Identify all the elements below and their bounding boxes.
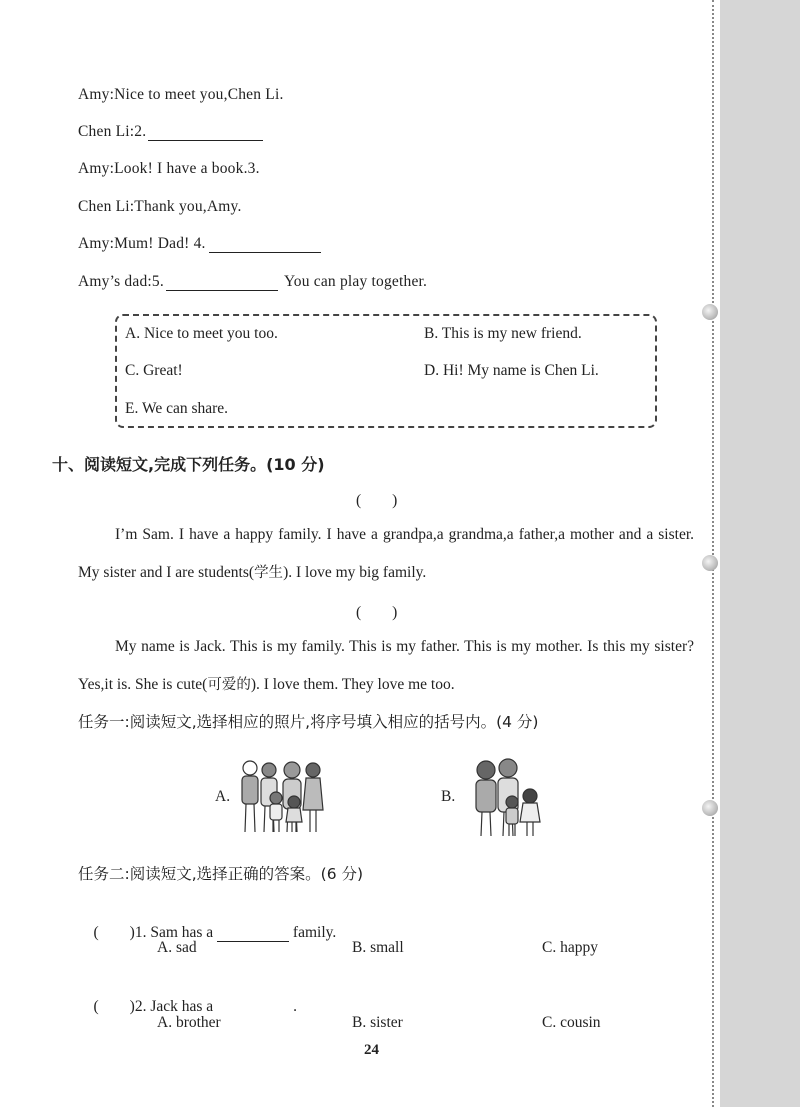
passage-2 <box>78 628 694 704</box>
option-e: E. We can share. <box>125 400 229 417</box>
answer-blank-2[interactable] <box>148 125 263 141</box>
option-a: A. Nice to meet you too. <box>125 325 278 342</box>
dialogue-line-5-text: Amy:Mum! Dad! 4. <box>78 235 206 252</box>
question-2-stem-end: . <box>293 998 298 1015</box>
dialogue-line-2-text: Chen Li:2. <box>78 123 147 140</box>
task-2-instruction: 任务二:阅读短文,选择正确的答案。(6 分) <box>78 865 364 883</box>
passage-2-gloss: 可爱的 <box>207 677 251 693</box>
binding-hole-icon <box>702 304 718 320</box>
question-2-choice-b[interactable]: B. sister <box>352 1014 403 1031</box>
question-1-choice-c[interactable]: C. happy <box>542 939 598 956</box>
question-1-stem: ( )1. Sam has a <box>93 924 214 941</box>
question-1-stem-end: family. <box>292 924 337 941</box>
section-heading: 十、阅读短文,完成下列任务。(10 分) <box>52 455 325 474</box>
options-box <box>115 314 657 428</box>
dialogue-line-3: Amy:Look! I have a book.3. <box>78 160 260 177</box>
cut-line <box>712 0 714 1107</box>
dialogue-line-4: Chen Li:Thank you,Amy. <box>78 198 242 215</box>
answer-blank-4[interactable] <box>209 237 321 253</box>
passage-1 <box>78 516 694 592</box>
passage-1-answer-paren[interactable]: ( ) <box>356 492 398 509</box>
page-number: 24 <box>364 1042 379 1058</box>
question-2-choice-a[interactable]: A. brother <box>157 1014 221 1031</box>
task-1-instruction: 任务一:阅读短文,选择相应的照片,将序号填入相应的括号内。(4 分) <box>78 713 539 731</box>
passage-2-text-a: My name is Jack. This is my family. This is my father. This is my mother. Is this my sister? Yes,it is. She is cute( <box>78 638 694 693</box>
option-d: D. Hi! My name is Chen Li. <box>424 362 599 379</box>
family-photo-a <box>236 758 328 836</box>
passage-2-answer-paren[interactable]: ( ) <box>356 604 398 621</box>
passage-1-text-b: ). I love my big family. <box>283 564 427 581</box>
family-photo-b <box>470 756 546 840</box>
dialogue-line-1: Amy:Nice to meet you,Chen Li. <box>78 86 284 103</box>
dialogue-line-6-suffix: You can play together. <box>283 273 428 290</box>
dialogue-line-2 <box>78 123 263 141</box>
dialogue-line-6-text: Amy’s dad:5. <box>78 273 164 290</box>
photo-a-label: A. <box>215 788 231 805</box>
photo-b-label: B. <box>441 788 456 805</box>
question-1-choice-a[interactable]: A. sad <box>157 939 197 956</box>
binding-hole-icon <box>702 555 718 571</box>
answer-blank-5[interactable] <box>166 275 278 291</box>
dialogue-line-6 <box>78 273 427 291</box>
question-2-stem: ( )2. Jack has a <box>93 998 214 1015</box>
question-1-blank[interactable] <box>217 926 289 942</box>
question-2-choice-c[interactable]: C. cousin <box>542 1014 601 1031</box>
binding-hole-icon <box>702 800 718 816</box>
passage-1-gloss: 学生 <box>254 565 284 581</box>
option-c: C. Great! <box>125 362 183 379</box>
binding-margin <box>720 0 800 1107</box>
passage-1-text-a: I’m Sam. I have a happy family. I have a grandpa,a grandma,a father,a mother and a sister. My sister and I are students( <box>78 526 694 581</box>
question-1 <box>78 902 336 960</box>
dialogue-line-5 <box>78 235 321 253</box>
passage-2-text-b: ). I love them. They love me too. <box>250 676 455 693</box>
question-1-choice-b[interactable]: B. small <box>352 939 404 956</box>
option-b: B. This is my new friend. <box>424 325 582 342</box>
